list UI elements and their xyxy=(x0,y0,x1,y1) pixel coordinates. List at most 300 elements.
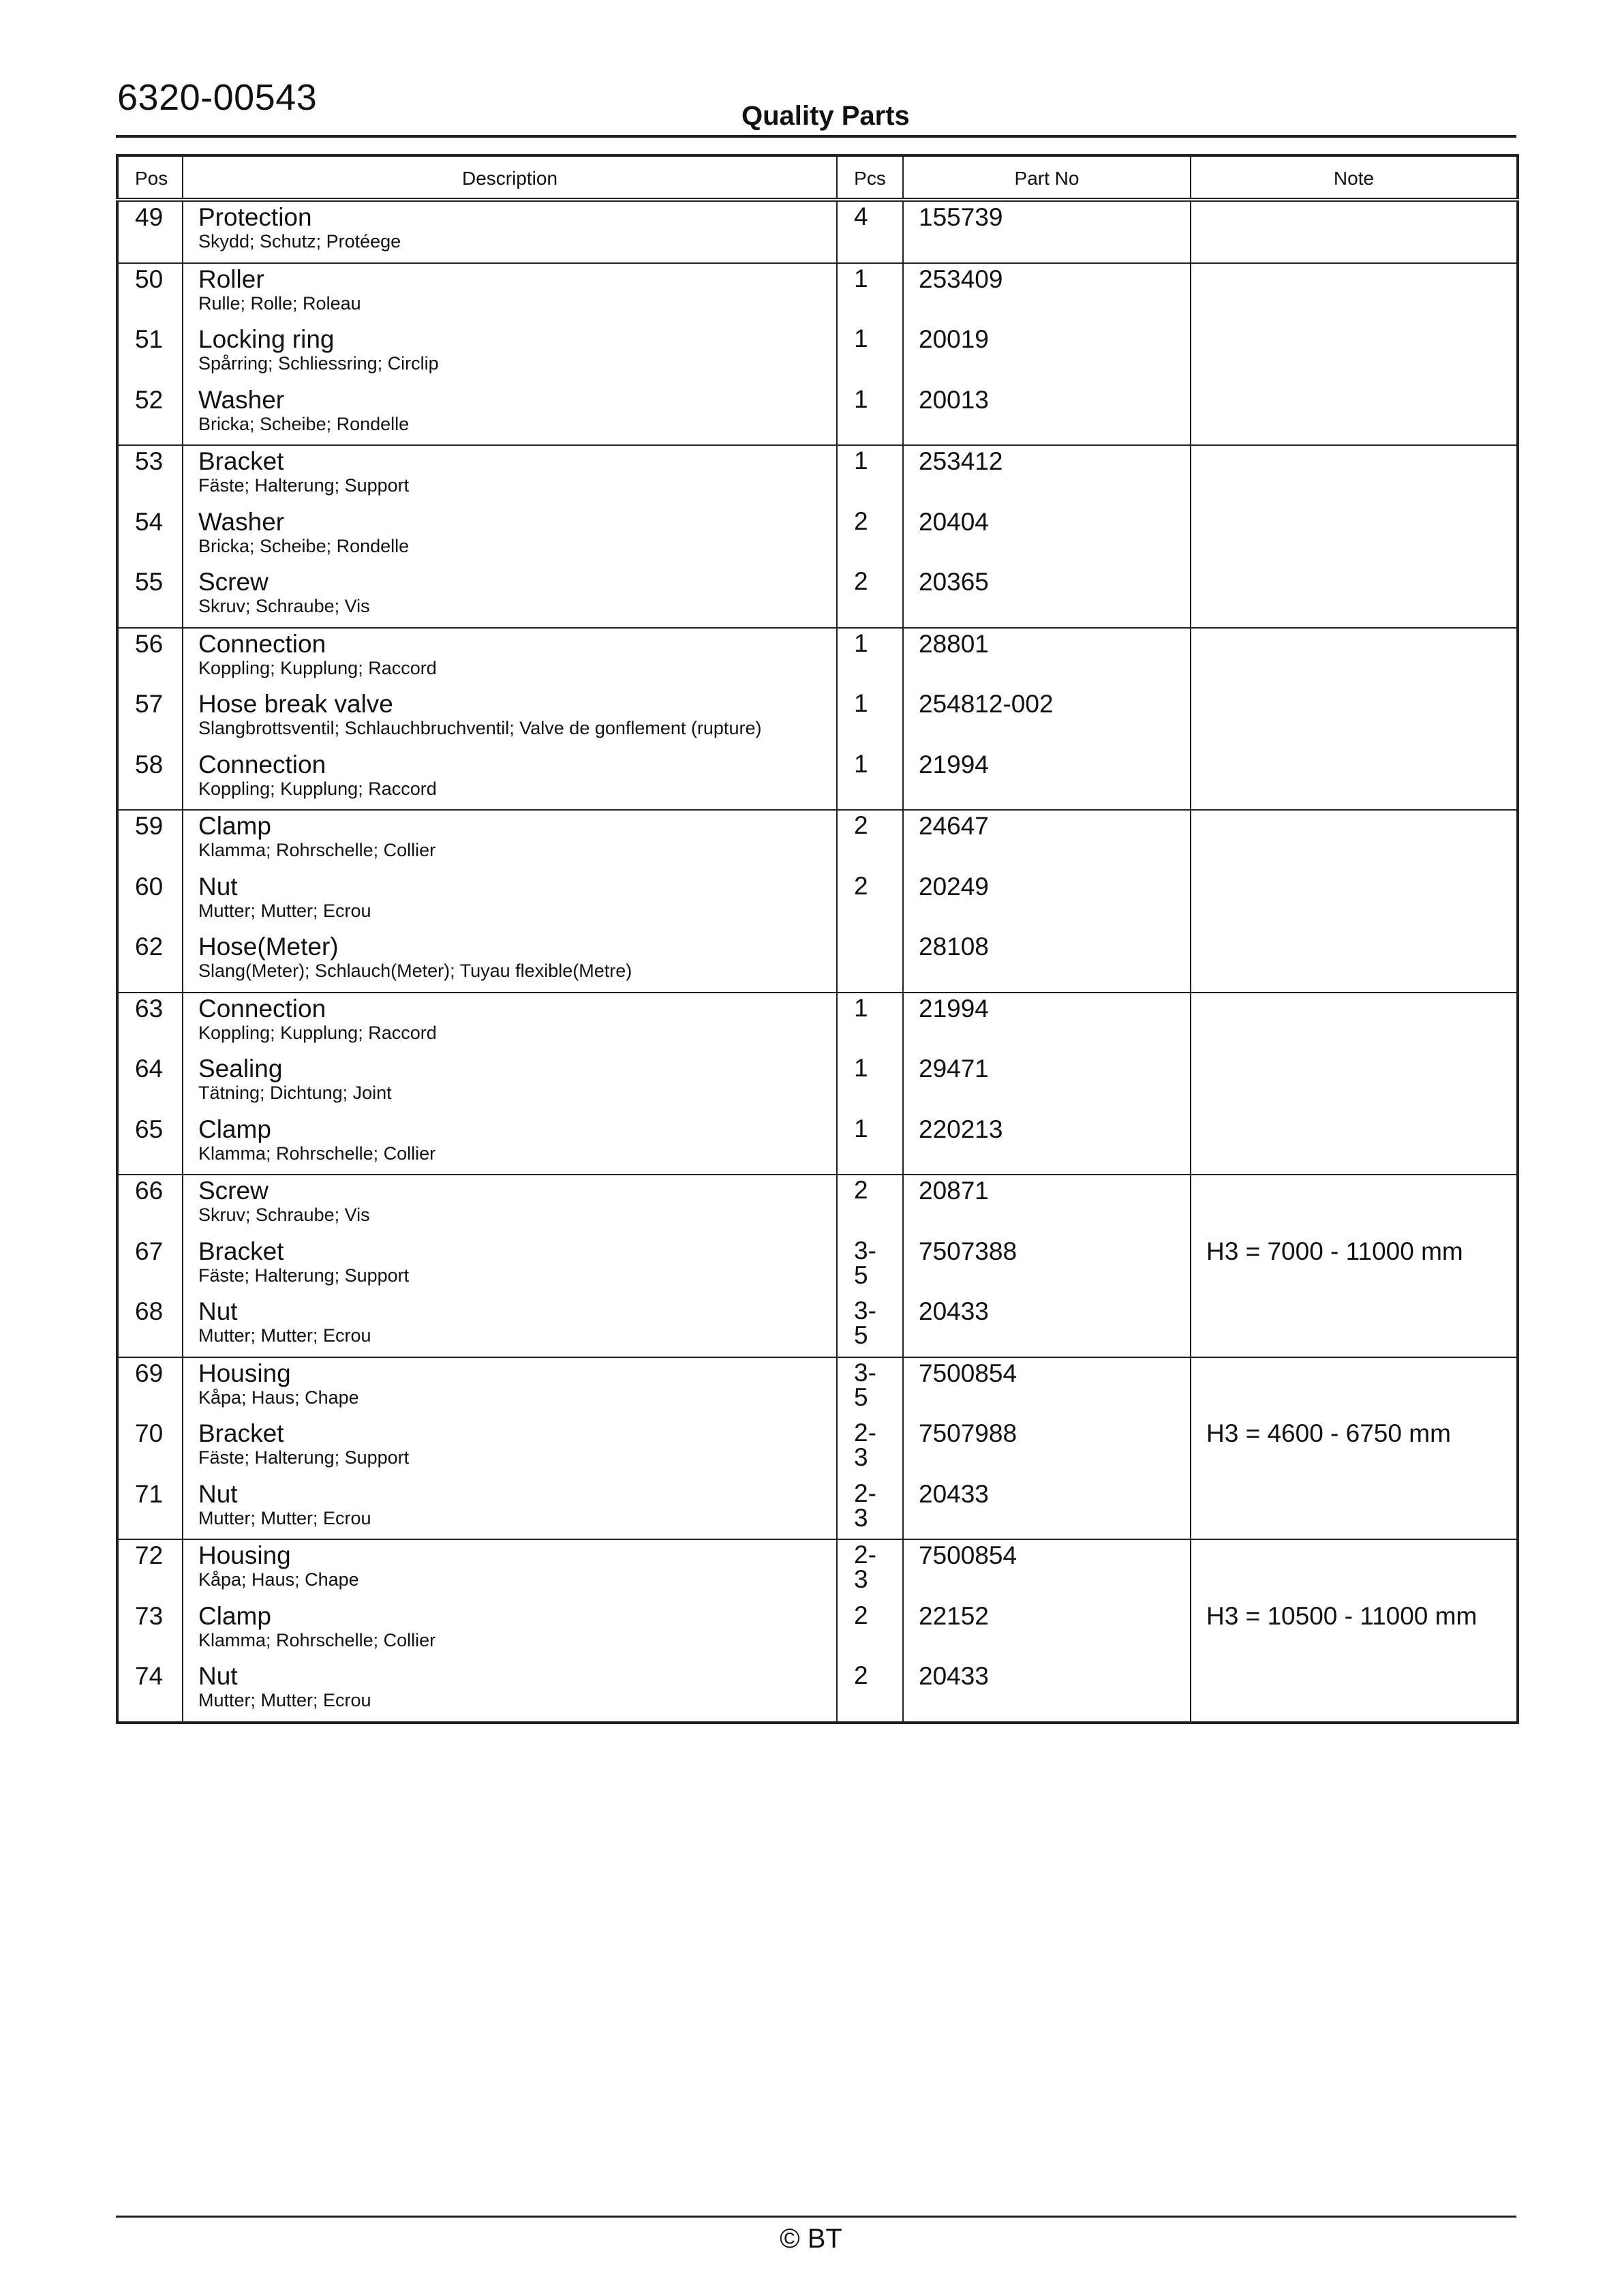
part-description-translations: Slangbrottsventil; Schlauchbruchventil; Valve de gonflement (rupture) xyxy=(198,718,762,738)
list-item xyxy=(119,931,182,992)
part-note xyxy=(1206,202,1516,205)
pos-cell xyxy=(117,445,183,628)
piece-count: 3-5 xyxy=(854,1236,876,1289)
part-note xyxy=(1206,931,1516,934)
pcs-cell xyxy=(837,200,903,263)
list-item xyxy=(904,1601,1190,1661)
part-description: Clamp xyxy=(198,1115,271,1143)
list-item xyxy=(904,629,1190,689)
piece-count: 1 xyxy=(854,993,868,1022)
pos-cell xyxy=(117,1539,183,1723)
position-number: 51 xyxy=(135,325,164,353)
part-number: 29471 xyxy=(919,1055,989,1083)
list-item xyxy=(904,384,1190,445)
pos-cell xyxy=(117,263,183,446)
pcs-cell xyxy=(837,993,903,1175)
part-description-translations: Mutter; Mutter; Ecrou xyxy=(198,1507,371,1528)
part-description-translations: Rulle; Rolle; Roleau xyxy=(198,292,361,314)
list-item xyxy=(838,1661,902,1721)
position-number: 58 xyxy=(135,750,164,779)
note-cell xyxy=(1191,263,1518,446)
list-item xyxy=(838,202,902,262)
part-cell xyxy=(903,445,1191,628)
part-description-translations: Tätning; Dichtung; Joint xyxy=(198,1083,392,1103)
position-number: 68 xyxy=(135,1297,164,1325)
part-description-translations: Koppling; Kupplung; Raccord xyxy=(198,1022,437,1043)
part-note xyxy=(1206,384,1516,387)
list-item xyxy=(119,446,182,507)
piece-count: 2-3 xyxy=(854,1541,876,1593)
part-description: Housing xyxy=(198,1359,291,1387)
list-item xyxy=(838,507,902,567)
table-row-group xyxy=(117,810,1518,993)
part-cell xyxy=(903,628,1191,811)
position-number: 56 xyxy=(135,629,164,658)
list-item xyxy=(1191,1479,1516,1539)
table-row-group xyxy=(117,1539,1518,1723)
part-description-translations: Koppling; Kupplung; Raccord xyxy=(198,657,437,678)
part-description: Bracket xyxy=(198,1419,284,1447)
page-title: Quality Parts xyxy=(741,101,910,131)
list-item xyxy=(183,507,836,567)
list-item xyxy=(904,1661,1190,1721)
part-description: Nut xyxy=(198,872,238,901)
note-cell xyxy=(1191,445,1518,628)
note-cell xyxy=(1191,810,1518,993)
part-note xyxy=(1206,811,1516,813)
list-item xyxy=(904,567,1190,627)
list-item xyxy=(1191,1114,1516,1175)
part-description: Nut xyxy=(198,1479,238,1508)
list-item xyxy=(1191,931,1516,992)
column-header-description: Description xyxy=(183,155,837,200)
list-item xyxy=(838,629,902,689)
list-item xyxy=(838,931,902,992)
list-item xyxy=(1191,324,1516,384)
part-description-translations: Skydd; Schutz; Protéege xyxy=(198,231,401,252)
position-number: 74 xyxy=(135,1662,164,1690)
part-description-translations: Mutter; Mutter; Ecrou xyxy=(198,900,371,921)
part-cell xyxy=(903,810,1191,993)
position-number: 73 xyxy=(135,1601,164,1630)
table-header-row xyxy=(117,155,1518,200)
desc-cell xyxy=(183,1357,837,1540)
part-description-translations: Kåpa; Haus; Chape xyxy=(198,1387,359,1408)
part-description-translations: Mutter; Mutter; Ecrou xyxy=(198,1325,371,1346)
list-item xyxy=(904,1175,1190,1236)
part-number: 21994 xyxy=(919,750,989,779)
list-item xyxy=(838,749,902,810)
list-item xyxy=(119,1479,182,1539)
piece-count: 2 xyxy=(854,1661,868,1689)
list-item xyxy=(904,1479,1190,1539)
list-item xyxy=(183,993,836,1054)
table-row-group xyxy=(117,200,1518,263)
part-description: Screw xyxy=(198,568,269,596)
part-number: 20365 xyxy=(919,568,989,596)
list-item xyxy=(904,507,1190,567)
list-item xyxy=(119,1418,182,1479)
list-item xyxy=(183,567,836,627)
part-cell xyxy=(903,1175,1191,1357)
list-item xyxy=(183,446,836,507)
list-item xyxy=(1191,749,1516,810)
note-cell xyxy=(1191,993,1518,1175)
column-header-pos: Pos xyxy=(117,155,183,200)
list-item xyxy=(904,1540,1190,1601)
list-item xyxy=(1191,629,1516,689)
list-item xyxy=(838,871,902,932)
list-item xyxy=(1191,1601,1516,1661)
list-item xyxy=(1191,1296,1516,1357)
list-item xyxy=(1191,384,1516,445)
list-item xyxy=(838,324,902,384)
list-item xyxy=(183,264,836,324)
part-cell xyxy=(903,200,1191,263)
pos-cell xyxy=(117,1357,183,1540)
note-cell xyxy=(1191,1175,1518,1357)
part-note: H3 = 7000 - 11000 mm xyxy=(1206,1237,1463,1265)
list-item xyxy=(904,749,1190,810)
list-item xyxy=(183,1053,836,1114)
part-note xyxy=(1206,1358,1516,1361)
position-number: 60 xyxy=(135,872,164,901)
piece-count: 3-5 xyxy=(854,1358,876,1411)
part-description: Nut xyxy=(198,1297,238,1325)
note-cell xyxy=(1191,1539,1518,1723)
part-description: Washer xyxy=(198,507,285,536)
list-item xyxy=(119,1114,182,1175)
piece-count: 1 xyxy=(854,447,868,474)
part-note xyxy=(1206,324,1516,327)
piece-count: 1 xyxy=(854,749,868,778)
list-item xyxy=(904,264,1190,324)
part-description: Hose(Meter) xyxy=(198,933,339,961)
part-cell xyxy=(903,1357,1191,1540)
piece-count: 2 xyxy=(854,811,868,839)
part-description: Sealing xyxy=(198,1055,283,1083)
part-description-translations: Klamma; Rohrschelle; Collier xyxy=(198,1629,436,1650)
piece-count: 1 xyxy=(854,1054,868,1082)
list-item xyxy=(1191,202,1516,262)
part-description: Protection xyxy=(198,203,312,231)
pcs-cell xyxy=(837,628,903,811)
position-number: 54 xyxy=(135,507,164,536)
list-item xyxy=(119,811,182,871)
list-item xyxy=(183,1236,836,1297)
header-divider xyxy=(116,135,1516,138)
part-description-translations: Slang(Meter); Schlauch(Meter); Tuyau flexible(Metre) xyxy=(198,961,632,981)
list-item xyxy=(119,1053,182,1114)
part-number: 7500854 xyxy=(919,1541,1017,1569)
pcs-cell xyxy=(837,1175,903,1357)
part-note xyxy=(1206,1053,1516,1056)
list-item xyxy=(119,629,182,689)
list-item xyxy=(1191,1236,1516,1297)
list-item xyxy=(838,993,902,1054)
desc-cell xyxy=(183,628,837,811)
footer-divider xyxy=(116,2216,1516,2218)
part-description-translations: Skruv; Schraube; Vis xyxy=(198,1205,370,1225)
list-item xyxy=(119,749,182,810)
part-note xyxy=(1206,1114,1516,1117)
list-item xyxy=(119,1540,182,1601)
part-description-translations: Klamma; Rohrschelle; Collier xyxy=(198,840,436,860)
part-note xyxy=(1206,1479,1516,1481)
part-description: Hose break valve xyxy=(198,690,393,718)
list-item xyxy=(904,1296,1190,1357)
list-item xyxy=(183,749,836,810)
list-item xyxy=(119,871,182,932)
part-number: 20433 xyxy=(919,1662,989,1690)
part-note: H3 = 4600 - 6750 mm xyxy=(1206,1419,1451,1447)
part-description-translations: Fäste; Halterung; Support xyxy=(198,1447,410,1468)
pos-cell xyxy=(117,628,183,811)
position-number: 59 xyxy=(135,812,164,840)
list-item xyxy=(1191,507,1516,567)
list-item xyxy=(183,1601,836,1661)
position-number: 65 xyxy=(135,1115,164,1143)
list-item xyxy=(183,1661,836,1721)
list-item xyxy=(1191,1053,1516,1114)
part-description: Clamp xyxy=(198,812,271,840)
pos-cell xyxy=(117,810,183,993)
list-item xyxy=(119,1175,182,1236)
list-item xyxy=(838,1114,902,1175)
part-number: 253412 xyxy=(919,447,1003,475)
table-row-group xyxy=(117,628,1518,811)
list-item xyxy=(183,629,836,689)
part-number: 20433 xyxy=(919,1297,989,1325)
list-item xyxy=(1191,264,1516,324)
column-header-pcs: Pcs xyxy=(837,155,903,200)
list-item xyxy=(183,1175,836,1236)
part-note xyxy=(1206,567,1516,569)
list-item xyxy=(838,1236,902,1297)
list-item xyxy=(119,384,182,445)
part-note xyxy=(1206,749,1516,752)
column-header-note: Note xyxy=(1191,155,1518,200)
list-item xyxy=(838,1358,902,1419)
position-number: 50 xyxy=(135,265,164,293)
list-item xyxy=(1191,993,1516,1054)
pcs-cell xyxy=(837,1539,903,1723)
pcs-cell xyxy=(837,1357,903,1540)
part-description: Nut xyxy=(198,1662,238,1690)
position-number: 66 xyxy=(135,1177,164,1205)
pos-cell xyxy=(117,200,183,263)
part-note: H3 = 10500 - 11000 mm xyxy=(1206,1601,1478,1630)
part-description: Screw xyxy=(198,1177,269,1205)
position-number: 67 xyxy=(135,1237,164,1265)
position-number: 72 xyxy=(135,1541,164,1569)
piece-count: 1 xyxy=(854,264,868,292)
part-description-translations: Mutter; Mutter; Ecrou xyxy=(198,1690,371,1710)
part-note xyxy=(1206,993,1516,996)
list-item xyxy=(838,689,902,749)
piece-count: 2 xyxy=(854,871,868,900)
piece-count: 2 xyxy=(854,1176,868,1204)
copyright-footer: © BT xyxy=(780,2224,842,2254)
position-number: 53 xyxy=(135,447,164,475)
list-item xyxy=(1191,871,1516,932)
note-cell xyxy=(1191,1357,1518,1540)
list-item xyxy=(119,1601,182,1661)
piece-count: 1 xyxy=(854,629,868,657)
piece-count: 2 xyxy=(854,507,868,535)
list-item xyxy=(1191,446,1516,507)
list-item xyxy=(904,1418,1190,1479)
part-description-translations: Koppling; Kupplung; Raccord xyxy=(198,778,437,799)
list-item xyxy=(119,689,182,749)
list-item xyxy=(904,324,1190,384)
part-note xyxy=(1206,1661,1516,1663)
list-item xyxy=(1191,1358,1516,1419)
position-number: 69 xyxy=(135,1359,164,1387)
list-item xyxy=(838,1418,902,1479)
part-description: Bracket xyxy=(198,1237,284,1265)
list-item xyxy=(1191,1661,1516,1721)
list-item xyxy=(838,264,902,324)
list-item xyxy=(119,202,182,262)
part-number: 20404 xyxy=(919,507,989,536)
position-number: 64 xyxy=(135,1055,164,1083)
list-item xyxy=(838,1601,902,1661)
part-number: 22152 xyxy=(919,1601,989,1630)
list-item xyxy=(904,446,1190,507)
list-item xyxy=(183,1296,836,1357)
part-number: 21994 xyxy=(919,994,989,1023)
part-note xyxy=(1206,871,1516,874)
list-item xyxy=(119,1296,182,1357)
part-number: 24647 xyxy=(919,812,989,840)
parts-table xyxy=(116,154,1519,1724)
position-number: 52 xyxy=(135,385,164,414)
list-item xyxy=(1191,567,1516,627)
part-number: 7500854 xyxy=(919,1359,1017,1387)
part-description-translations: Bricka; Scheibe; Rondelle xyxy=(198,535,410,556)
position-number: 62 xyxy=(135,933,164,961)
list-item xyxy=(183,871,836,932)
list-item xyxy=(183,1418,836,1479)
list-item xyxy=(838,1175,902,1236)
piece-count: 1 xyxy=(854,689,868,717)
part-note xyxy=(1206,1540,1516,1543)
part-cell xyxy=(903,993,1191,1175)
part-description-translations: Fäste; Halterung; Support xyxy=(198,1265,410,1286)
part-note xyxy=(1206,507,1516,509)
part-number: 220213 xyxy=(919,1115,1003,1143)
table-row-group xyxy=(117,263,1518,446)
part-cell xyxy=(903,1539,1191,1723)
piece-count: 1 xyxy=(854,384,868,413)
part-description: Washer xyxy=(198,385,285,414)
piece-count: 1 xyxy=(854,1114,868,1143)
position-number: 49 xyxy=(135,203,164,231)
list-item xyxy=(119,567,182,627)
desc-cell xyxy=(183,1539,837,1723)
pcs-cell xyxy=(837,810,903,993)
part-description: Connection xyxy=(198,629,326,658)
part-description-translations: Bricka; Scheibe; Rondelle xyxy=(198,413,410,434)
piece-count: 2 xyxy=(854,567,868,595)
list-item xyxy=(183,1540,836,1601)
list-item xyxy=(119,993,182,1054)
part-description: Connection xyxy=(198,750,326,779)
part-number: 28801 xyxy=(919,629,989,658)
list-item xyxy=(904,689,1190,749)
list-item xyxy=(838,1479,902,1539)
list-item xyxy=(1191,811,1516,871)
list-item xyxy=(183,689,836,749)
piece-count: 1 xyxy=(854,324,868,352)
pcs-cell xyxy=(837,263,903,446)
list-item xyxy=(904,871,1190,932)
page-number: 6320-00543 xyxy=(117,77,318,118)
list-item xyxy=(119,1358,182,1419)
part-description: Clamp xyxy=(198,1601,271,1630)
list-item xyxy=(183,811,836,871)
part-number: 155739 xyxy=(919,203,1003,231)
list-item xyxy=(183,324,836,384)
pos-cell xyxy=(117,1175,183,1357)
list-item xyxy=(904,1358,1190,1419)
list-item xyxy=(904,1236,1190,1297)
list-item xyxy=(119,1236,182,1297)
list-item xyxy=(838,1053,902,1114)
table-body xyxy=(117,200,1518,1723)
desc-cell xyxy=(183,1175,837,1357)
piece-count: 2 xyxy=(854,1601,868,1629)
part-note xyxy=(1206,446,1516,449)
list-item xyxy=(1191,689,1516,749)
list-item xyxy=(183,1479,836,1539)
list-item xyxy=(904,931,1190,992)
desc-cell xyxy=(183,810,837,993)
list-item xyxy=(183,202,836,262)
piece-count: 3-5 xyxy=(854,1297,876,1349)
list-item xyxy=(1191,1418,1516,1479)
note-cell xyxy=(1191,200,1518,263)
part-note xyxy=(1206,689,1516,691)
list-item xyxy=(838,446,902,507)
list-item xyxy=(838,567,902,627)
table-row-group xyxy=(117,1357,1518,1540)
part-cell xyxy=(903,263,1191,446)
desc-cell xyxy=(183,993,837,1175)
pcs-cell xyxy=(837,445,903,628)
list-item xyxy=(119,1661,182,1721)
list-item xyxy=(904,1114,1190,1175)
column-header-part-no: Part No xyxy=(903,155,1191,200)
list-item xyxy=(838,1540,902,1601)
part-number: 7507388 xyxy=(919,1237,1017,1265)
list-item xyxy=(904,202,1190,262)
pos-cell xyxy=(117,993,183,1175)
list-item xyxy=(183,1114,836,1175)
list-item xyxy=(1191,1540,1516,1601)
piece-count: 2-3 xyxy=(854,1479,876,1532)
list-item xyxy=(119,324,182,384)
list-item xyxy=(183,384,836,445)
table-row-group xyxy=(117,1175,1518,1357)
part-number: 20019 xyxy=(919,325,989,353)
part-description-translations: Kåpa; Haus; Chape xyxy=(198,1569,359,1590)
part-description: Bracket xyxy=(198,447,284,475)
list-item xyxy=(904,993,1190,1054)
position-number: 63 xyxy=(135,994,164,1023)
list-item xyxy=(838,384,902,445)
